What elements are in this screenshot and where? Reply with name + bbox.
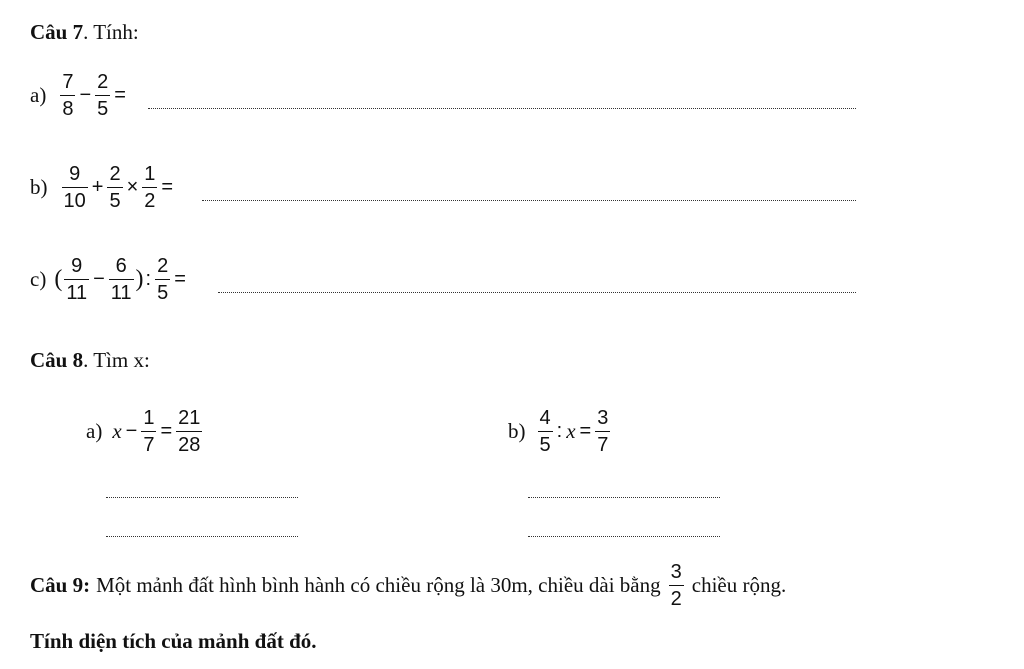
numerator: 2 <box>109 163 121 185</box>
equals-sign: = <box>114 84 126 106</box>
denominator: 7 <box>141 431 156 455</box>
denominator: 2 <box>669 585 684 609</box>
fraction <box>107 164 122 211</box>
question-9-question: Tính diện tích của mảnh đất đó. <box>30 629 317 653</box>
fraction <box>64 256 89 303</box>
denominator: 11 <box>109 279 134 303</box>
fraction <box>669 562 684 609</box>
fraction <box>62 164 88 211</box>
fraction <box>109 256 134 303</box>
denominator: 28 <box>176 431 202 455</box>
equals-sign: = <box>161 176 174 198</box>
answer-line-7b[interactable] <box>202 200 856 201</box>
numerator: 3 <box>670 561 682 583</box>
question-9-text: Một mảnh đất hình bình hành có chiều rộng là 30m, chiều dài bằng <box>96 573 661 597</box>
equals-sign: = <box>579 420 592 442</box>
divide-operator: : <box>556 420 563 442</box>
minus-operator: − <box>125 420 138 442</box>
answer-line-8a-1[interactable] <box>106 497 298 498</box>
numerator: 21 <box>178 407 201 429</box>
question-7-heading <box>30 20 139 45</box>
numerator: 2 <box>97 71 109 93</box>
question-9-line-2 <box>30 629 317 654</box>
equals-sign: = <box>160 420 173 442</box>
numerator: 9 <box>69 163 81 185</box>
item-label: a) <box>86 419 103 443</box>
question-8-title: . Tìm x: <box>83 348 150 372</box>
numerator: 1 <box>144 163 156 185</box>
fraction <box>60 72 75 119</box>
fraction <box>155 256 170 303</box>
plus-operator: + <box>91 176 104 198</box>
fraction <box>141 408 156 455</box>
item-label: b) <box>508 419 526 443</box>
fraction <box>538 408 553 455</box>
answer-line-7c[interactable] <box>218 292 856 293</box>
item-label: b) <box>30 175 48 199</box>
variable-x: x <box>566 419 576 443</box>
denominator: 5 <box>95 95 110 119</box>
item-label: a) <box>30 83 47 107</box>
numerator: 3 <box>597 407 609 429</box>
question-7a <box>30 72 128 119</box>
numerator: 4 <box>539 407 551 429</box>
question-8a <box>86 408 204 455</box>
fraction <box>595 408 610 455</box>
minus-operator: − <box>93 268 105 290</box>
divide-operator: : <box>145 268 152 290</box>
numerator: 2 <box>157 255 169 277</box>
denominator: 7 <box>595 431 610 455</box>
question-8b <box>508 408 612 455</box>
question-7-title: . Tính: <box>83 20 139 44</box>
answer-line-7a[interactable] <box>148 108 856 109</box>
denominator: 2 <box>142 187 157 211</box>
answer-line-8a-2[interactable] <box>106 536 298 537</box>
denominator: 11 <box>64 279 89 303</box>
times-operator: × <box>126 176 139 198</box>
question-7b <box>30 164 175 211</box>
question-9-label: Câu 9: <box>30 573 91 597</box>
denominator: 5 <box>538 431 553 455</box>
denominator: 10 <box>62 187 88 211</box>
open-parenthesis: ( <box>54 266 63 292</box>
minus-operator: − <box>79 84 92 106</box>
question-9-text-continued: chiều rộng. <box>691 573 787 597</box>
numerator: 7 <box>62 71 74 93</box>
question-8-heading <box>30 348 150 373</box>
fraction <box>142 164 157 211</box>
numerator: 6 <box>115 255 127 277</box>
question-7c <box>30 256 188 303</box>
answer-line-8b-1[interactable] <box>528 497 720 498</box>
denominator: 5 <box>107 187 122 211</box>
fraction <box>176 408 202 455</box>
numerator: 9 <box>71 255 83 277</box>
close-parenthesis: ) <box>135 266 144 292</box>
denominator: 5 <box>155 279 170 303</box>
variable-x: x <box>112 419 122 443</box>
question-9-line-1 <box>30 562 786 609</box>
denominator: 8 <box>60 95 75 119</box>
answer-line-8b-2[interactable] <box>528 536 720 537</box>
item-label: c) <box>30 267 47 291</box>
numerator: 1 <box>143 407 155 429</box>
equals-sign: = <box>174 268 186 290</box>
question-7-label: Câu 7 <box>30 20 84 44</box>
question-8-label: Câu 8 <box>30 348 84 372</box>
fraction <box>95 72 110 119</box>
